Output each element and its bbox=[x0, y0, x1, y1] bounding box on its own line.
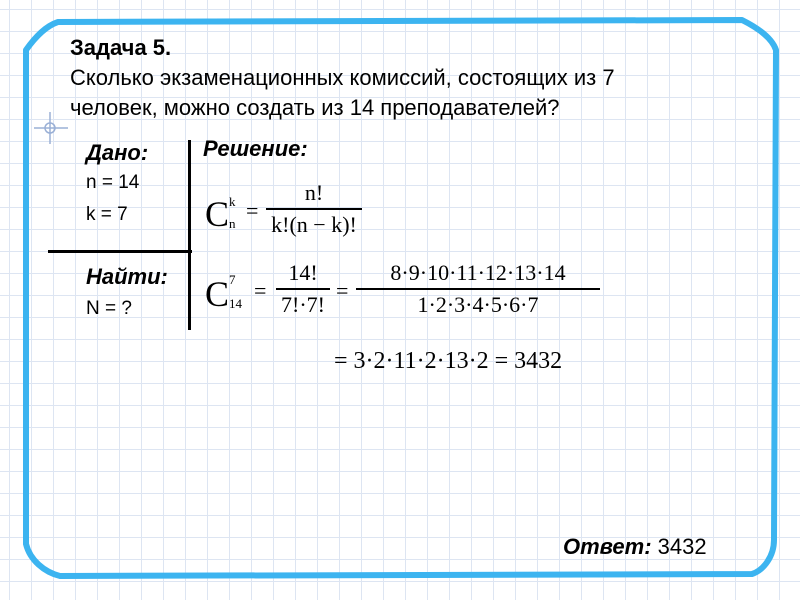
calc-symbol bbox=[205, 272, 242, 314]
given-k: k = 7 bbox=[86, 204, 128, 225]
combination-formula-symbol bbox=[205, 194, 236, 234]
formula-numerator: n! bbox=[304, 180, 324, 205]
task-text-line1: Сколько экзаменационных комиссий, состоящих из 7 bbox=[70, 65, 615, 90]
answer-value: 3432 bbox=[657, 534, 707, 559]
formula-fraction bbox=[266, 180, 362, 238]
calc-equals-2: = bbox=[336, 278, 349, 303]
calc-fraction-2 bbox=[356, 260, 600, 318]
table-horizontal-divider bbox=[48, 250, 192, 253]
result-line: = 3·2·11·2·13·2 = 3432 bbox=[334, 348, 563, 374]
calc-denominator-1: 7!·7! bbox=[281, 292, 325, 317]
calc-numerator-1: 14! bbox=[288, 260, 318, 285]
combination-sub: n bbox=[229, 216, 236, 231]
calc-fraction-bar-1 bbox=[276, 288, 330, 290]
solution-label: Решение: bbox=[203, 136, 308, 161]
formula-fraction-bar bbox=[266, 208, 362, 210]
task-title: Задача 5. bbox=[70, 35, 172, 60]
given-n: n = 14 bbox=[86, 172, 140, 193]
calc-fraction-bar-2 bbox=[356, 288, 600, 290]
calc-sup: 7 bbox=[229, 272, 236, 287]
given-label: Дано: bbox=[86, 140, 149, 165]
answer-label: Ответ: bbox=[563, 534, 652, 559]
find-label: Найти: bbox=[86, 264, 168, 289]
calc-sub: 14 bbox=[229, 296, 242, 311]
combination-sup: k bbox=[229, 194, 236, 209]
calc-numerator-2: 8·9·10·11·12·13·14 bbox=[390, 260, 566, 285]
table-vertical-divider bbox=[188, 140, 191, 330]
find-N: N = ? bbox=[86, 298, 132, 319]
formula-equals: = bbox=[246, 198, 259, 223]
formula-denominator: k!(n − k)! bbox=[271, 212, 357, 237]
task-text-line2: человек, можно создать из 14 преподавателей? bbox=[70, 95, 560, 120]
calc-denominator-2: 1·2·3·4·5·6·7 bbox=[417, 292, 539, 317]
calc-fraction-1 bbox=[276, 260, 330, 318]
calc-equals-1: = bbox=[254, 278, 267, 303]
calc-combination-symbol: C bbox=[205, 274, 230, 314]
answer bbox=[563, 534, 707, 560]
combination-symbol: C bbox=[205, 194, 230, 234]
